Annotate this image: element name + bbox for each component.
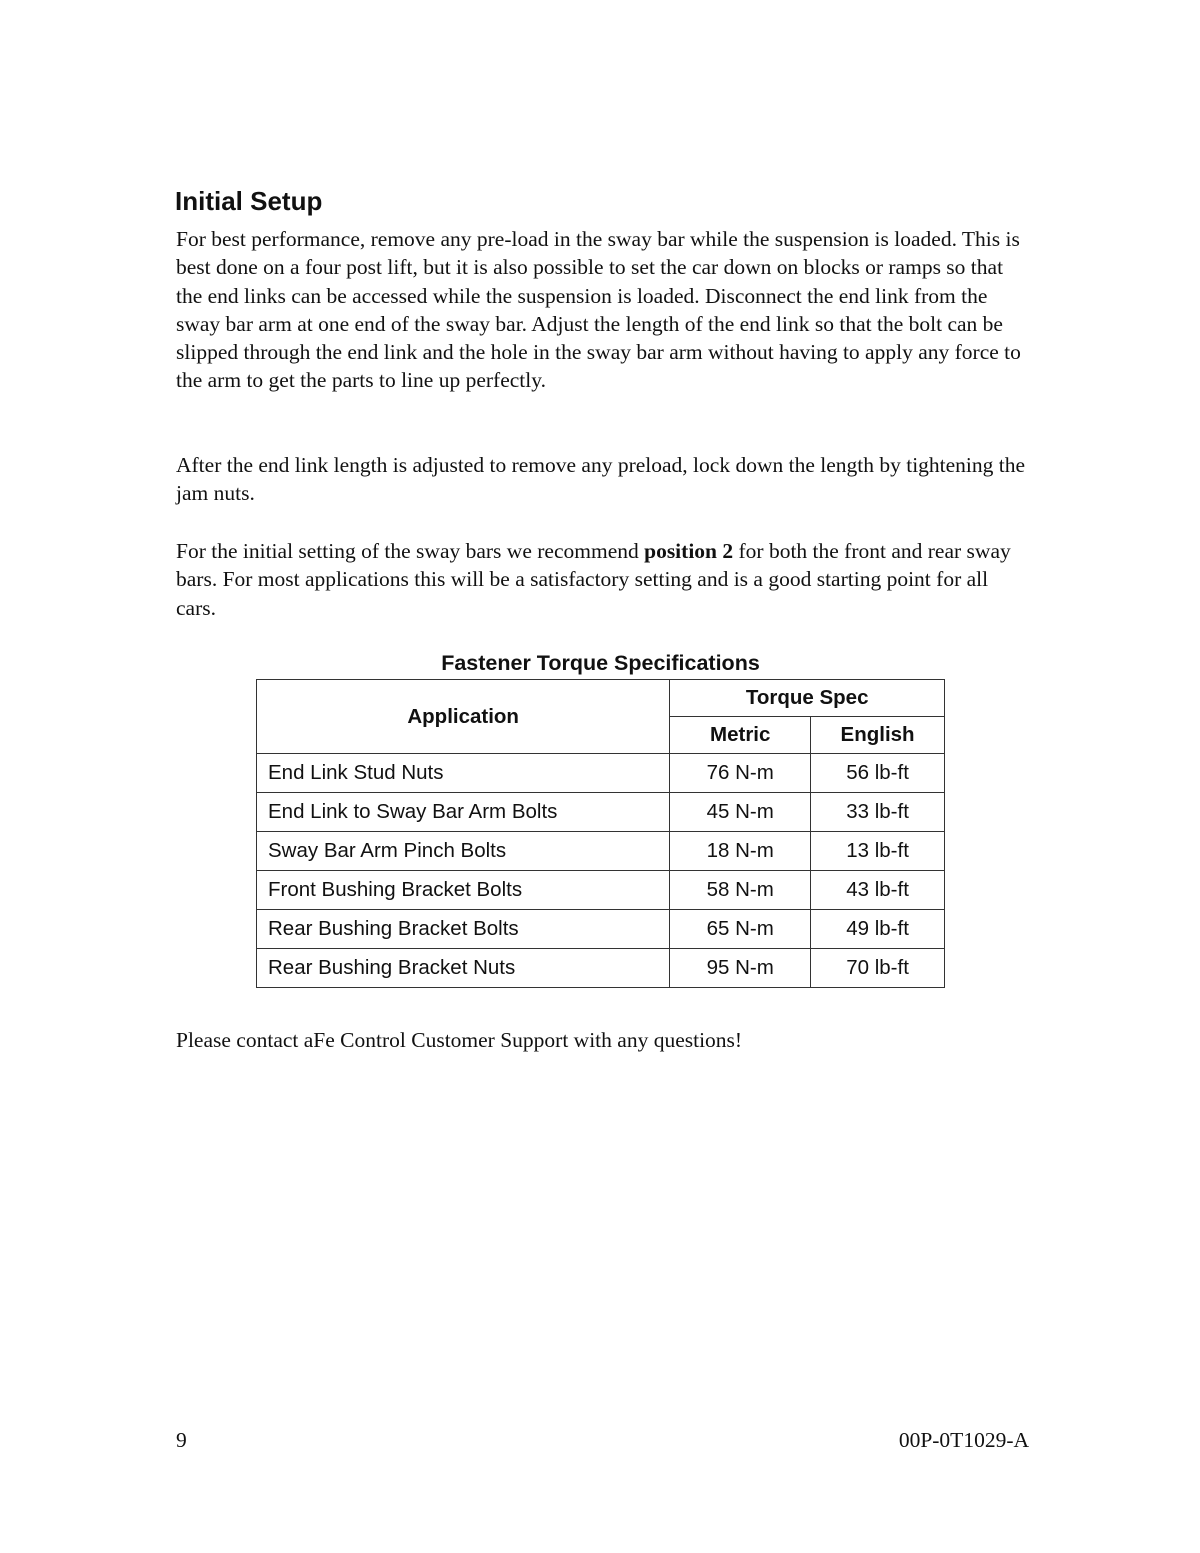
page-number: 9 [176,1428,187,1452]
cell-application: End Link Stud Nuts [257,754,670,793]
torque-spec-table [256,679,945,988]
section-heading: Initial Setup [175,186,323,216]
cell-metric: 76 N-m [670,754,811,793]
header-metric: Metric [670,717,811,754]
paragraph-initial-setting [176,537,1026,622]
cell-application: End Link to Sway Bar Arm Bolts [257,793,670,832]
cell-metric: 65 N-m [670,910,811,949]
paragraph-contact-support: Please contact aFe Control Customer Support with any questions! [176,1028,743,1052]
cell-english: 13 lb-ft [811,832,945,871]
cell-english: 33 lb-ft [811,793,945,832]
table-title: Fastener Torque Specifications [441,651,760,675]
cell-application: Front Bushing Bracket Bolts [257,871,670,910]
cell-application: Rear Bushing Bracket Nuts [257,949,670,988]
cell-metric: 95 N-m [670,949,811,988]
paragraph-preload: For best performance, remove any pre-load in the sway bar while the suspension is loaded. This is best done on a four post lift, but it is also possible to set the car down on blocks or ramps so that the end links can be accessed while the suspension is loaded. Disconnect the end link from the sway bar arm at one end of the sway bar. Adjust the length of the end link so that the bolt can be slipped through the end link and the hole in the sway bar arm without having to apply any force to the arm to get the parts to line up perfectly. [176,227,1021,393]
table-row [257,754,945,793]
header-english: English [811,717,945,754]
table-row [257,871,945,910]
cell-english: 56 lb-ft [811,754,945,793]
cell-metric: 18 N-m [670,832,811,871]
cell-application: Sway Bar Arm Pinch Bolts [257,832,670,871]
cell-metric: 45 N-m [670,793,811,832]
paragraph-text-end: for both the front and rear sway bars. For most applications this will be a satisfactory setting and is a good starting point for all cars. [176,539,1011,620]
recommended-position: position 2 [644,539,734,563]
table-row [257,832,945,871]
cell-english: 43 lb-ft [811,871,945,910]
cell-metric: 58 N-m [670,871,811,910]
document-id: 00P-0T1029-A [898,1428,1029,1452]
cell-english: 70 lb-ft [811,949,945,988]
table-row [257,949,945,988]
paragraph-jam-nuts: After the end link length is adjusted to remove any preload, lock down the length by tightening the jam nuts. [176,453,1026,506]
header-torque-spec: Torque Spec [670,680,945,717]
paragraph-text-start: For the initial setting of the sway bars we recommend [176,539,645,563]
cell-application: Rear Bushing Bracket Bolts [257,910,670,949]
table-row [257,910,945,949]
table-row [257,793,945,832]
header-application: Application [257,680,670,754]
cell-english: 49 lb-ft [811,910,945,949]
